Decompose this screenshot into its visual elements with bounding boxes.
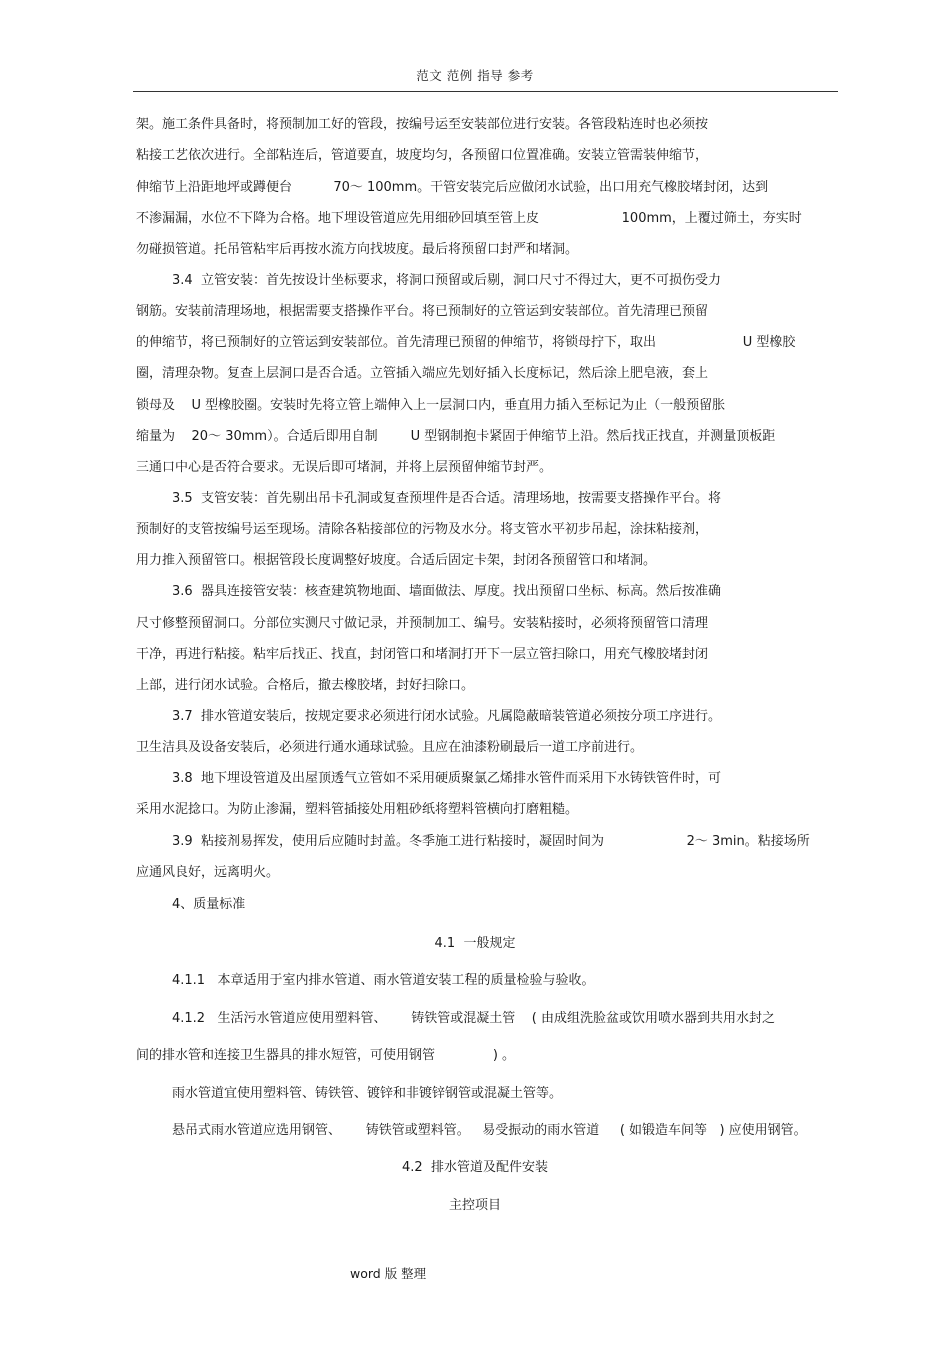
text-line: 3.8 地下埋设管道及出屋顶透气立管如不采用硬质聚氯乙烯排水管件而采用下水铸铁管件时，可	[172, 771, 721, 786]
text-line: 3.7 排水管道安装后，按规定要求必须进行闭水试验。凡属隐蔽暗装管道必须按分项工序进行。	[172, 709, 721, 724]
text-line: 3.9 粘接剂易挥发，使用后应随时封盖。冬季施工进行粘接时，凝固时间为 2～ 3min。粘接场所	[172, 834, 810, 849]
text-line: 三通口中心是否符合要求。无误后即可堵洞，并将上层预留伸缩节封严。	[136, 460, 553, 475]
text-line: 干净，再进行粘接。粘牢后找正、找直，封闭管口和堵洞打开下一层立管扫除口，用充气橡胶堵封闭	[136, 647, 709, 662]
text-line: 不渗漏漏，水位不下降为合格。地下埋设管道应先用细砂回填至管上皮 100mm，上覆过筛土，夯实时	[136, 211, 802, 226]
section-heading: 4、质量标准	[172, 897, 246, 912]
text-line: 用力推入预留管口。根据管段长度调整好坡度。合适后固定卡架，封闭各预留管口和堵洞。	[136, 553, 657, 568]
text-line: 4.1.2 生活污水管道应使用塑料管、 铸铁管或混凝土管 ( 由成组洗脸盆或饮用喷水器到共用水封之	[172, 1011, 776, 1026]
text-line: 上部，进行闭水试验。合格后，撤去橡胶堵，封好扫除口。	[136, 678, 475, 693]
text-line: 架。施工条件具备时，将预制加工好的管段，按编号运至安装部位进行安装。各管段粘连时也必须按	[136, 117, 709, 132]
text-line: 钢筋。安装前清理场地，根据需要支搭操作平台。将已预制好的立管运到安装部位。首先清理已预留	[136, 304, 709, 319]
text-line: 3.6 器具连接管安装：核查建筑物地面、墙面做法、厚度。找出预留口坐标、标高。然后按准确	[172, 584, 721, 599]
text-line: 应通风良好，远离明火。	[136, 865, 280, 880]
text-line: 4.1.1 本章适用于室内排水管道、雨水管道安装工程的质量检验与验收。	[172, 973, 595, 988]
text-line: 间的排水管和连接卫生器具的排水短管，可使用钢管 ) 。	[136, 1048, 516, 1063]
text-line: 尺寸修整预留洞口。分部位实测尺寸做记录，并预制加工、编号。安装粘接时，必须将预留管口清理	[136, 616, 709, 631]
page-header: 范文 范例 指导 参考	[416, 68, 534, 83]
text-line: 3.5 支管安装：首先剔出吊卡孔洞或复查预埋件是否合适。清理场地，按需要支搭操作平台。将	[172, 491, 721, 506]
text-line: 的伸缩节，将已预制好的立管运到安装部位。首先清理已预留的伸缩节，将锁母拧下，取出 U 型橡胶	[136, 335, 796, 350]
text-line: 勿碰损管道。托吊管粘牢后再按水流方向找坡度。最后将预留口封严和堵洞。	[136, 242, 579, 257]
header-rule	[133, 91, 838, 92]
text-line: 缩量为 20～ 30mm）。合适后即用自制 U 型钢制抱卡紧固于伸缩节上沿。然后找正找直，并测量顶板距	[136, 429, 776, 444]
text-line: 雨水管道宜使用塑料管、铸铁管、镀锌和非镀锌钢管或混凝土管等。	[172, 1086, 563, 1101]
text-line: 伸缩节上沿距地坪或蹲便台 70～ 100mm。干管安装完后应做闭水试验，出口用充气橡胶堵封闭，达到	[136, 180, 769, 195]
subsection-heading: 4.1 一般规定	[434, 936, 516, 951]
subsection-heading: 主控项目	[448, 1198, 501, 1213]
page-footer: word 版 整理	[350, 1266, 427, 1281]
text-line: 锁母及 U 型橡胶圈。安装时先将立管上端伸入上一层洞口内，垂直用力插入至标记为止（一般预留胀	[136, 398, 726, 413]
text-line: 预制好的支管按编号运至现场。清除各粘接部位的污物及水分。将支管水平初步吊起，涂抹粘接剂，	[136, 522, 709, 537]
text-line: 卫生洁具及设备安装后，必须进行通水通球试验。且应在油漆粉刷最后一道工序前进行。	[136, 740, 644, 755]
text-line: 圈，清理杂物。复查上层洞口是否合适。立管插入端应先划好插入长度标记，然后涂上肥皂液，套上	[136, 366, 709, 381]
text-line: 悬吊式雨水管道应选用钢管、 铸铁管或塑料管。 易受振动的雨水管道 ( 如锻造车间等 ) 应使用钢管。	[172, 1123, 807, 1138]
subsection-heading: 4.2 排水管道及配件安装	[402, 1160, 548, 1175]
text-line: 采用水泥捻口。为防止渗漏，塑料管插接处用粗砂纸将塑料管横向打磨粗糙。	[136, 802, 579, 817]
text-line: 3.4 立管安装：首先按设计坐标要求，将洞口预留或后剔，洞口尺寸不得过大，更不可损伤受力	[172, 273, 721, 288]
text-line: 粘接工艺依次进行。全部粘连后，管道要直，坡度均匀，各预留口位置准确。安装立管需装伸缩节，	[136, 148, 709, 163]
